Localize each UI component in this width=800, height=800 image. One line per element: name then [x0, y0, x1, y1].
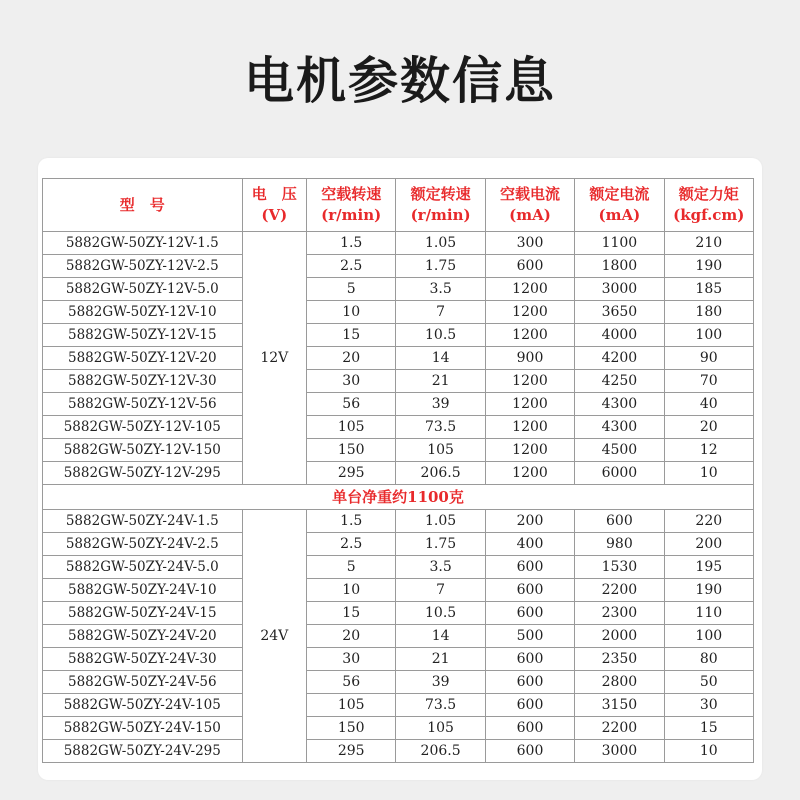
table-body [43, 232, 754, 763]
cell-no-load-current: 600 [485, 602, 574, 625]
cell-no-load-current: 1200 [485, 301, 574, 324]
header-rated-current: 额定电流 (mA) [575, 179, 664, 232]
cell-model: 5882GW-50ZY-12V-30 [43, 370, 243, 393]
cell-no-load-speed: 1.5 [307, 232, 396, 255]
table-row [43, 533, 754, 556]
cell-no-load-current: 300 [485, 232, 574, 255]
cell-no-load-speed: 56 [307, 393, 396, 416]
cell-rated-current: 600 [575, 510, 664, 533]
cell-rated-current: 6000 [575, 462, 664, 485]
cell-rated-speed: 3.5 [396, 556, 485, 579]
cell-no-load-current: 600 [485, 556, 574, 579]
page-title: 电机参数信息 [244, 52, 556, 110]
cell-model: 5882GW-50ZY-24V-15 [43, 602, 243, 625]
cell-no-load-speed: 295 [307, 462, 396, 485]
cell-rated-current: 4250 [575, 370, 664, 393]
cell-model: 5882GW-50ZY-24V-105 [43, 694, 243, 717]
cell-no-load-current: 400 [485, 533, 574, 556]
cell-rated-current: 3000 [575, 740, 664, 763]
table-row [43, 278, 754, 301]
cell-model: 5882GW-50ZY-12V-150 [43, 439, 243, 462]
cell-no-load-current: 900 [485, 347, 574, 370]
cell-rated-torque: 90 [664, 347, 753, 370]
cell-rated-speed: 14 [396, 347, 485, 370]
header-rated-speed: 额定转速 (r/min) [396, 179, 485, 232]
cell-no-load-speed: 20 [307, 347, 396, 370]
cell-no-load-speed: 105 [307, 416, 396, 439]
cell-model: 5882GW-50ZY-12V-105 [43, 416, 243, 439]
cell-no-load-speed: 105 [307, 694, 396, 717]
cell-no-load-current: 1200 [485, 416, 574, 439]
cell-model: 5882GW-50ZY-12V-2.5 [43, 255, 243, 278]
cell-model: 5882GW-50ZY-12V-15 [43, 324, 243, 347]
cell-rated-current: 2200 [575, 717, 664, 740]
cell-rated-current: 1800 [575, 255, 664, 278]
cell-no-load-speed: 1.5 [307, 510, 396, 533]
table-row [43, 416, 754, 439]
cell-rated-current: 3150 [575, 694, 664, 717]
header-no-load-current: 空载电流 (mA) [485, 179, 574, 232]
table-row [43, 462, 754, 485]
table-row [43, 255, 754, 278]
cell-rated-torque: 185 [664, 278, 753, 301]
cell-rated-speed: 7 [396, 301, 485, 324]
table-row [43, 602, 754, 625]
cell-rated-speed: 1.05 [396, 232, 485, 255]
weight-note-row [43, 485, 754, 510]
cell-rated-torque: 10 [664, 740, 753, 763]
cell-rated-current: 4300 [575, 416, 664, 439]
cell-rated-torque: 190 [664, 579, 753, 602]
weight-note: 单台净重约1100克 [43, 485, 754, 510]
cell-rated-current: 2800 [575, 671, 664, 694]
cell-no-load-speed: 30 [307, 648, 396, 671]
table-row [43, 347, 754, 370]
cell-rated-speed: 10.5 [396, 324, 485, 347]
cell-rated-speed: 105 [396, 439, 485, 462]
cell-no-load-speed: 5 [307, 556, 396, 579]
cell-no-load-speed: 56 [307, 671, 396, 694]
cell-rated-torque: 110 [664, 602, 753, 625]
cell-model: 5882GW-50ZY-24V-5.0 [43, 556, 243, 579]
cell-rated-torque: 190 [664, 255, 753, 278]
cell-no-load-current: 1200 [485, 462, 574, 485]
cell-no-load-speed: 20 [307, 625, 396, 648]
table-row [43, 439, 754, 462]
cell-rated-current: 2300 [575, 602, 664, 625]
cell-rated-torque: 100 [664, 324, 753, 347]
cell-no-load-current: 200 [485, 510, 574, 533]
cell-model: 5882GW-50ZY-24V-295 [43, 740, 243, 763]
cell-rated-torque: 15 [664, 717, 753, 740]
cell-rated-current: 4000 [575, 324, 664, 347]
cell-no-load-current: 1200 [485, 370, 574, 393]
cell-model: 5882GW-50ZY-12V-295 [43, 462, 243, 485]
cell-rated-speed: 206.5 [396, 740, 485, 763]
table-row [43, 324, 754, 347]
header-row [43, 179, 754, 232]
cell-no-load-current: 600 [485, 671, 574, 694]
cell-rated-speed: 73.5 [396, 694, 485, 717]
cell-model: 5882GW-50ZY-24V-30 [43, 648, 243, 671]
cell-rated-speed: 39 [396, 393, 485, 416]
cell-rated-speed: 39 [396, 671, 485, 694]
table-row [43, 232, 754, 255]
cell-rated-current: 2000 [575, 625, 664, 648]
cell-no-load-speed: 295 [307, 740, 396, 763]
cell-rated-current: 4300 [575, 393, 664, 416]
table-row [43, 556, 754, 579]
table-row [43, 694, 754, 717]
cell-rated-torque: 100 [664, 625, 753, 648]
table-row [43, 301, 754, 324]
cell-rated-speed: 21 [396, 648, 485, 671]
cell-model: 5882GW-50ZY-24V-20 [43, 625, 243, 648]
cell-model: 5882GW-50ZY-12V-56 [43, 393, 243, 416]
cell-model: 5882GW-50ZY-24V-2.5 [43, 533, 243, 556]
cell-rated-speed: 1.75 [396, 533, 485, 556]
cell-rated-torque: 195 [664, 556, 753, 579]
table-row [43, 393, 754, 416]
cell-model: 5882GW-50ZY-12V-10 [43, 301, 243, 324]
header-voltage: 电 压 (V) [242, 179, 306, 232]
cell-no-load-speed: 10 [307, 301, 396, 324]
cell-rated-torque: 20 [664, 416, 753, 439]
cell-rated-torque: 70 [664, 370, 753, 393]
table-row [43, 625, 754, 648]
header-model: 型 号 [43, 179, 243, 232]
cell-rated-current: 3000 [575, 278, 664, 301]
cell-rated-torque: 210 [664, 232, 753, 255]
spec-table [42, 178, 754, 763]
cell-no-load-speed: 15 [307, 602, 396, 625]
cell-rated-speed: 73.5 [396, 416, 485, 439]
cell-no-load-current: 1200 [485, 278, 574, 301]
cell-no-load-current: 600 [485, 648, 574, 671]
cell-no-load-current: 600 [485, 579, 574, 602]
cell-rated-speed: 3.5 [396, 278, 485, 301]
cell-no-load-speed: 150 [307, 717, 396, 740]
cell-rated-current: 3650 [575, 301, 664, 324]
cell-rated-torque: 50 [664, 671, 753, 694]
table-row [43, 510, 754, 533]
cell-rated-current: 980 [575, 533, 664, 556]
cell-rated-torque: 12 [664, 439, 753, 462]
cell-model: 5882GW-50ZY-24V-56 [43, 671, 243, 694]
cell-no-load-speed: 30 [307, 370, 396, 393]
cell-rated-current: 1100 [575, 232, 664, 255]
cell-no-load-current: 600 [485, 255, 574, 278]
cell-no-load-speed: 2.5 [307, 533, 396, 556]
cell-no-load-current: 1200 [485, 439, 574, 462]
cell-no-load-current: 600 [485, 740, 574, 763]
cell-rated-torque: 80 [664, 648, 753, 671]
cell-rated-speed: 14 [396, 625, 485, 648]
table-row [43, 579, 754, 602]
cell-model: 5882GW-50ZY-24V-150 [43, 717, 243, 740]
header-rated-torque: 额定力矩 (kgf.cm) [664, 179, 753, 232]
cell-rated-torque: 200 [664, 533, 753, 556]
cell-rated-torque: 40 [664, 393, 753, 416]
cell-rated-speed: 10.5 [396, 602, 485, 625]
cell-rated-current: 4200 [575, 347, 664, 370]
cell-rated-speed: 7 [396, 579, 485, 602]
cell-no-load-speed: 15 [307, 324, 396, 347]
cell-rated-current: 4500 [575, 439, 664, 462]
cell-model: 5882GW-50ZY-24V-10 [43, 579, 243, 602]
cell-no-load-current: 600 [485, 717, 574, 740]
cell-rated-speed: 1.05 [396, 510, 485, 533]
table-row [43, 740, 754, 763]
cell-rated-torque: 220 [664, 510, 753, 533]
header-no-load-speed: 空载转速 (r/min) [307, 179, 396, 232]
cell-model: 5882GW-50ZY-12V-5.0 [43, 278, 243, 301]
table-row [43, 370, 754, 393]
cell-voltage: 12V [242, 232, 306, 485]
cell-rated-torque: 10 [664, 462, 753, 485]
cell-no-load-speed: 5 [307, 278, 396, 301]
cell-voltage: 24V [242, 510, 306, 763]
cell-rated-current: 1530 [575, 556, 664, 579]
cell-rated-current: 2350 [575, 648, 664, 671]
cell-rated-speed: 21 [396, 370, 485, 393]
cell-rated-speed: 1.75 [396, 255, 485, 278]
cell-model: 5882GW-50ZY-12V-1.5 [43, 232, 243, 255]
table-row [43, 671, 754, 694]
cell-rated-torque: 180 [664, 301, 753, 324]
cell-model: 5882GW-50ZY-12V-20 [43, 347, 243, 370]
cell-no-load-current: 500 [485, 625, 574, 648]
cell-no-load-current: 600 [485, 694, 574, 717]
cell-rated-speed: 105 [396, 717, 485, 740]
cell-rated-torque: 30 [664, 694, 753, 717]
cell-model: 5882GW-50ZY-24V-1.5 [43, 510, 243, 533]
cell-rated-current: 2200 [575, 579, 664, 602]
cell-no-load-speed: 2.5 [307, 255, 396, 278]
cell-no-load-current: 1200 [485, 324, 574, 347]
table-row [43, 648, 754, 671]
cell-no-load-speed: 10 [307, 579, 396, 602]
cell-no-load-speed: 150 [307, 439, 396, 462]
table-row [43, 717, 754, 740]
cell-no-load-current: 1200 [485, 393, 574, 416]
cell-rated-speed: 206.5 [396, 462, 485, 485]
